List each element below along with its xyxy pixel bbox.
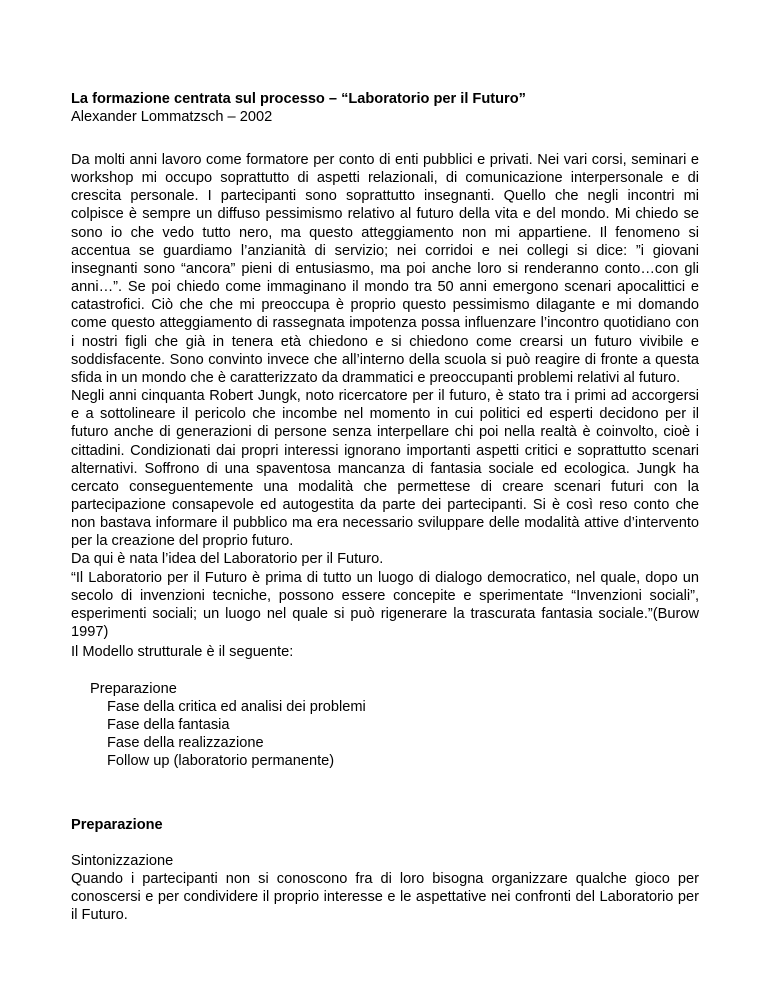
section-subheading: Sintonizzazione	[71, 853, 174, 869]
section-heading: Preparazione	[71, 817, 163, 833]
model-item: Fase della realizzazione	[107, 735, 264, 751]
author-line: Alexander Lommatzsch – 2002	[71, 109, 273, 125]
paragraph: Negli anni cinquanta Robert Jungk, noto ricercatore per il futuro, è stato tra i primi ad accorgersi e a sottolineare il pericolo che incombe nel momento in cui politici ed esperti decidono per il futuro anche di generazioni di persone senza interpellare chi poi nella realtà è coinvolto, cioè i cittadini. Condizionati dai propri interessi ignorano importanti aspetti critici e soprattutto scenari alternativi. Soffrono di una spaventosa mancanza di fantasia sociale ed ecologica. Jungk ha cercato conseguentemente una modalità che permettese di creare scenari futuri con la partecipazione consapevole ed autogestita da parte dei partecipanti. Si è così reso conto che non bastava informare il pubblico ma era necessario sviluppare delle modalità attive d’intervento per la creazione del proprio futuro.	[71, 388, 699, 550]
section-text: Quando i partecipanti non si conoscono fra di loro bisogna organizzare qualche gioco per conoscersi e per condividere il proprio interesse e le aspettative nei confronti del Laboratorio per il Futuro.	[71, 871, 699, 924]
paragraph: “Il Laboratorio per il Futuro è prima di tutto un luogo di dialogo democratico, nel quale, dopo un secolo di invenzioni tecniche, possono essere concepite e sperimentate “Invenzioni sociali”, esperimenti sociali; un luogo nel quale si può rigenerare la trascurata fantasia sociale.”(Burow 1997)	[71, 569, 699, 641]
model-intro: Il Modello strutturale è il seguente:	[71, 644, 294, 660]
model-item: Fase della fantasia	[107, 717, 230, 733]
paragraph: Da molti anni lavoro come formatore per conto di enti pubblici e privati. Nei vari corsi, seminari e workshop mi occupo soprattutto di aspetti relazionali, di comunicazione interpersonale e di crescita personale. I partecipanti sono soprattutto insegnanti. Quello che negli incontri mi colpisce è sempre un diffuso pessimismo relativo al futuro della vita e del mondo. Mi chiedo se sono io che vedo tutto nero, ma questo atteggiamento non mi appartiene. Il fenomeno si accentua se guardiamo l’anzianità di servizio; nei corridoi e nei collegi si dice: ”i giovani insegnanti sono “ancora” pieni di entusiasmo, ma poi anche loro si renderanno conto…con gli anni…”. Se poi chiedo come immaginano il mondo tra 50 anni emergono scenari apocalittici e catastrofici. Ciò che che mi preoccupa è proprio questo pessimismo dilagante e mi domando come questo atteggiamento di rassegnata impotenza possa influenzare l’incontro quotidiano con i nostri figli che già in tenera età chiedono e si chiedono come crearsi un futuro vivibile e soddisfacente. Sono convinto invece che all’interno della scuola si può reagire di fronte a questa sfida in un mondo che è caratterizzato da drammatici e preoccupanti problemi relativi al futuro.	[71, 152, 699, 386]
document-title: La formazione centrata sul processo – “Laboratorio per il Futuro”	[71, 91, 526, 107]
model-item: Preparazione	[90, 681, 177, 697]
model-item: Follow up (laboratorio permanente)	[107, 753, 335, 769]
intro-body	[71, 151, 699, 641]
title-block	[71, 90, 526, 126]
section-body	[71, 852, 699, 925]
model-item: Fase della critica ed analisi dei problemi	[107, 699, 366, 715]
paragraph: Da qui è nata l’idea del Laboratorio per il Futuro.	[71, 551, 384, 568]
model-list	[90, 680, 366, 770]
